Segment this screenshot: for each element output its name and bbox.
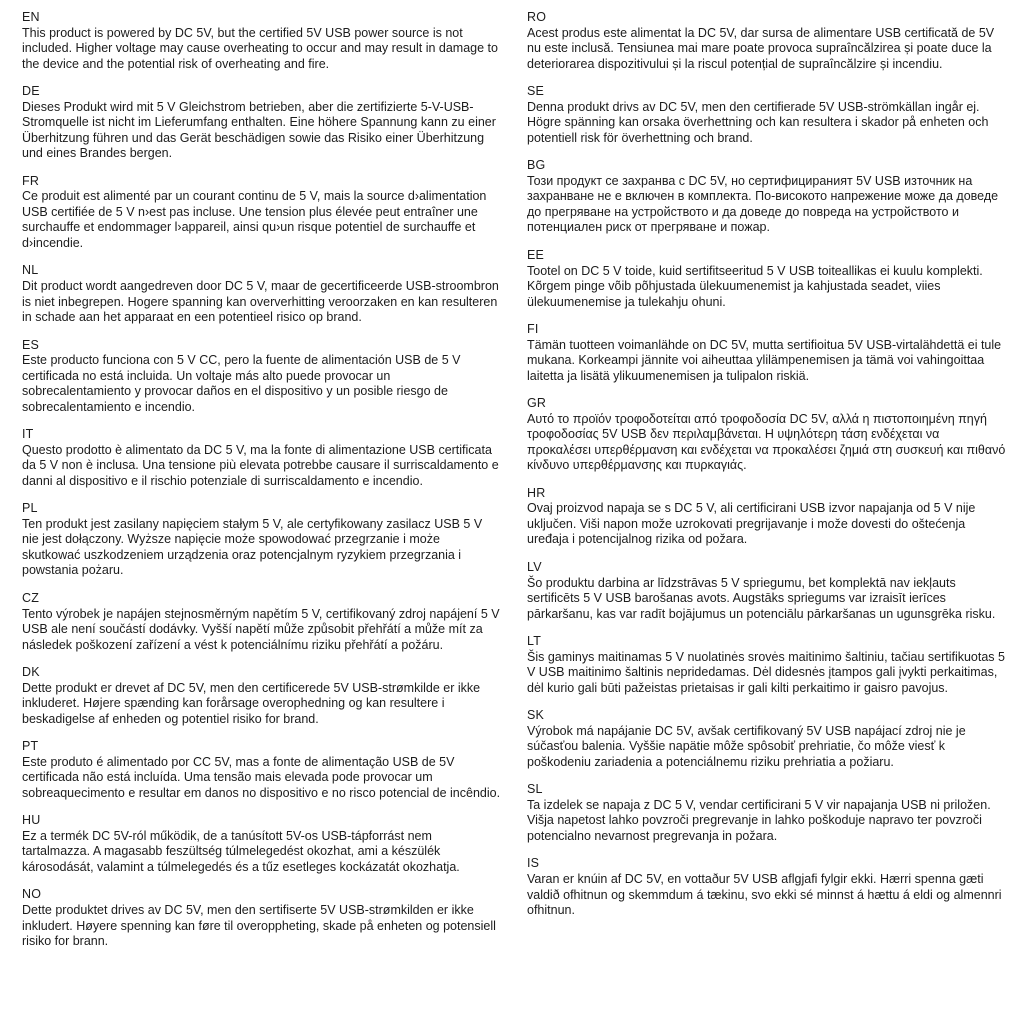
language-section-hu — [22, 813, 501, 875]
warning-text: Este produto é alimentado por CC 5V, mas a fonte de alimentação USB de 5V certificada não está incluída. Uma tensão mais elevada pode provocar um sobreaquecimento e resultar em danos no dispositivo e no risco potencial de incêndio. — [22, 754, 501, 800]
language-code: IT — [22, 427, 34, 442]
language-code: ES — [22, 337, 40, 352]
language-code: PT — [22, 739, 39, 754]
language-code: LT — [527, 634, 542, 648]
language-section-bg — [527, 158, 1006, 236]
language-code: CZ — [22, 590, 40, 605]
left-column — [22, 10, 501, 962]
language-section-it — [22, 427, 501, 489]
warning-text: Výrobok má napájanie DC 5V, avšak certifikovaný 5V USB napájací zdroj nie je súčasťou balenia. Vyššie napätie môže spôsobiť prehriatie, čo môže viesť k poškodeniu zariadenia a potenciálnemu riziku prehriatia a požiaru. — [527, 723, 966, 769]
language-section-gr — [527, 396, 1006, 474]
warning-text: Šo produktu darbina ar līdzstrāvas 5 V spriegumu, bet komplektā nav iekļauts sertificēts 5 V USB barošanas avots. Augstāks spriegums var izraisīt ierīces pārkaršanu, kas var radīt bojājumus un potenciālu pārkaršanas un ugunsgrēka risku. — [527, 575, 996, 621]
warning-text: Този продукт се захранва с DC 5V, но сертифицираният 5V USB източник на захранване не е включен в комплекта. По-високото напрежение може да доведе до прегряване на устройството и да доведе до повреда на устройството и потенциален риск от прегряване и пожар. — [527, 173, 999, 235]
language-code: DK — [22, 665, 40, 679]
language-code: RO — [527, 10, 547, 24]
warning-text: Dit product wordt aangedreven door DC 5 V, maar de gecertificeerde USB-stroombron is niet inbegrepen. Hogere spanning kan oververhitting veroorzaken en kan resulteren in schade aan het apparaat en een potentieel risico op brand. — [22, 279, 499, 324]
language-code: BG — [527, 158, 546, 173]
language-section-de — [22, 84, 501, 162]
language-section-nl — [22, 263, 501, 325]
warning-text: Šis gaminys maitinamas 5 V nuolatinės srovės maitinimo šaltiniu, tačiau sertifikuotas 5 V USB maitinimo šaltinis nepridedamas. Dėl didesnės įtampos gali įvykti perkaitimas, dėl kurio gali būti pažeistas prietaisas ir gali kilti perkaitimo ir gaisro pavojus. — [527, 649, 1005, 695]
warning-text: Ez a termék DC 5V-ról működik, de a tanúsított 5V-os USB-tápforrást nem tartalmazza. A magasabb feszültség túlmelegedést okozhat, ami a készülék károsodását, valamint a túlmelegedés és a tűz esetleges kockázatát okozhatja. — [22, 828, 460, 874]
language-section-ro — [527, 10, 1006, 72]
warning-text: Acest produs este alimentat la DC 5V, dar sursa de alimentare USB certificată de 5V nu este inclusă. Tensiunea mai mare poate provoca supraîncălzirea și poate duce la deteriorarea dispozitivului și la riscul potențial de supraîncălzire și incendiu. — [527, 25, 995, 71]
language-code: NL — [22, 263, 39, 278]
language-section-es — [22, 338, 501, 416]
language-section-se — [527, 84, 1006, 146]
warning-text: Questo prodotto è alimentato da DC 5 V, ma la fonte di alimentazione USB certificata da 5 V non è inclusa. Una tensione più elevata potrebbe causare il surriscaldamento e danni al dispositivo e il rischio potenziale di surriscaldamento e incendio. — [22, 442, 499, 488]
warning-text: Varan er knúin af DC 5V, en vottaður 5V USB aflgjafi fylgir ekki. Hærri spenna gæti valdið ofhitnun og skemmdum á tækinu, svo ekki sé minnst á hættu á eldi og almennri ofhitnun. — [527, 872, 1002, 917]
language-section-pt — [22, 739, 501, 801]
warning-text: Ta izdelek se napaja z DC 5 V, vendar certificirani 5 V vir napajanja USB ni priložen. Višja napetost lahko povzroči pregrevanje in lahko poškoduje napravo ter povzroči potencialno nevarnost pregrevanja in požara. — [527, 797, 991, 843]
language-section-pl — [22, 501, 501, 579]
language-code: GR — [527, 396, 547, 411]
language-section-fr — [22, 174, 501, 252]
warning-text: Ovaj proizvod napaja se s DC 5 V, ali certificirani USB izvor napajanja od 5 V nije uključen. Viši napon može uzrokovati pregrijavanje i može dovesti do oštećenja uređaja i potencijalnog rizika od požara. — [527, 501, 976, 547]
language-section-hr — [527, 486, 1006, 548]
language-code: PL — [22, 501, 38, 516]
language-code: EN — [22, 10, 40, 24]
language-section-no — [22, 887, 501, 949]
language-section-sl — [527, 782, 1006, 844]
language-section-sk — [527, 708, 1006, 770]
language-code: SE — [527, 84, 545, 99]
language-section-dk — [22, 665, 501, 727]
language-code: FR — [22, 173, 40, 188]
language-code: LV — [527, 559, 542, 574]
language-code: HU — [22, 813, 41, 828]
language-code: SL — [527, 782, 543, 797]
warning-text: Denna produkt drivs av DC 5V, men den certifierade 5V USB-strömkällan ingår ej. Högre spänning kan orsaka överhettning och kan resultera i skador på enheten och potentiell risk för överhettning och brand. — [527, 99, 989, 145]
language-section-ee — [527, 248, 1006, 310]
warning-text: Este producto funciona con 5 V CC, pero la fuente de alimentación USB de 5 V certificada no está incluida. Un voltaje más alto puede provocar un sobrecalentamiento y provocar daños en el dispositivo y un posible riesgo de sobrecalentamiento e incendio. — [22, 353, 461, 414]
warning-text: This product is powered by DC 5V, but the certified 5V USB power source is not included. Higher voltage may cause overheating to occur and may result in damage to the device and the potential risk of overheating and fire. — [22, 25, 498, 71]
language-section-fi — [527, 322, 1006, 384]
language-section-en — [22, 10, 501, 72]
language-section-lv — [527, 560, 1006, 622]
warning-text: Tento výrobek je napájen stejnosměrným napětím 5 V, certifikovaný zdroj napájení 5 V USB ale není součástí dodávky. Vyšší napětí může způsobit přehřátí a může mít za následek poškození zařízení a vést k potenciálnímu riziku přehřátí a požáru. — [22, 606, 500, 652]
right-column — [527, 10, 1006, 931]
warning-text: Tootel on DC 5 V toide, kuid sertifitseeritud 5 V USB toiteallikas ei kuulu komplekti. Kõrgem pinge võib põhjustada ülekuumenemist ja kahjustada seadet, viies ülekuumenemise ja tulekahju ohuni. — [527, 263, 983, 309]
language-code: EE — [527, 247, 545, 262]
warning-text: Tämän tuotteen voimanlähde on DC 5V, mutta sertifioitua 5V USB-virtalähdettä ei tule mukana. Korkeampi jännite voi aiheuttaa ylilämpenemisen ja tämä voi vahingoittaa laitetta ja lisätä ylikuumenemisen ja tulipalon riskiä. — [527, 337, 1002, 383]
warning-text: Dieses Produkt wird mit 5 V Gleichstrom betrieben, aber die zertifizierte 5-V-USB-Stromquelle ist nicht im Lieferumfang enthalten. Eine höhere Spannung kann zu einer Überhitzung führen und das Gerät beschädigen sowie das Risiko einer Überhitzung und eines Brandes bergen. — [22, 99, 496, 161]
language-section-cz — [22, 591, 501, 653]
language-code: SK — [527, 708, 545, 723]
language-code: HR — [527, 485, 546, 500]
warning-text: Αυτό το προϊόν τροφοδοτείται από τροφοδοσία DC 5V, αλλά η πιστοποιημένη πηγή τροφοδοσίας 5V USB δεν περιλαμβάνεται. Η υψηλότερη τάση ενδέχεται να προκαλέσει υπερθέρμανση και ενδέχεται να προκαλέσει ζημιά στη συσκευή και πιθανό κίνδυνο υπερθέρμανσης και πυρκαγιάς. — [527, 411, 1006, 473]
language-section-lt — [527, 634, 1006, 696]
warning-text: Dette produktet drives av DC 5V, men den sertifiserte 5V USB-strømkilden er ikke inkludert. Høyere spenning kan føre til overoppheting, skade på enheten og potensiell risiko for brann. — [22, 903, 496, 948]
warning-text: Dette produkt er drevet af DC 5V, men den certificerede 5V USB-strømkilde er ikke inkluderet. Højere spænding kan forårsage overophedning og kan resultere i beskadigelse af enheden og potentiel risiko for brand. — [22, 680, 481, 726]
language-code: FI — [527, 322, 539, 336]
warning-text: Ten produkt jest zasilany napięciem stałym 5 V, ale certyfikowany zasilacz USB 5 V nie jest dołączony. Wyższe napięcie może spowodować przegrzanie i może skutkować uszkodzeniem urządzenia oraz potencjalnym ryzykiem przegrzania i powstania pożaru. — [22, 516, 483, 578]
warning-text: Ce produit est alimenté par un courant continu de 5 V, mais la source d›alimentation USB certifiée de 5 V n›est pas incluse. Une tension plus élevée peut entraîner une surchauffe et endommager l›appareil, ainsi qu›un risque potentiel de surchauffe et d›incendie. — [22, 189, 487, 250]
language-section-is — [527, 856, 1006, 918]
language-code: DE — [22, 84, 40, 99]
language-code: IS — [527, 856, 540, 871]
language-code: NO — [22, 887, 42, 902]
